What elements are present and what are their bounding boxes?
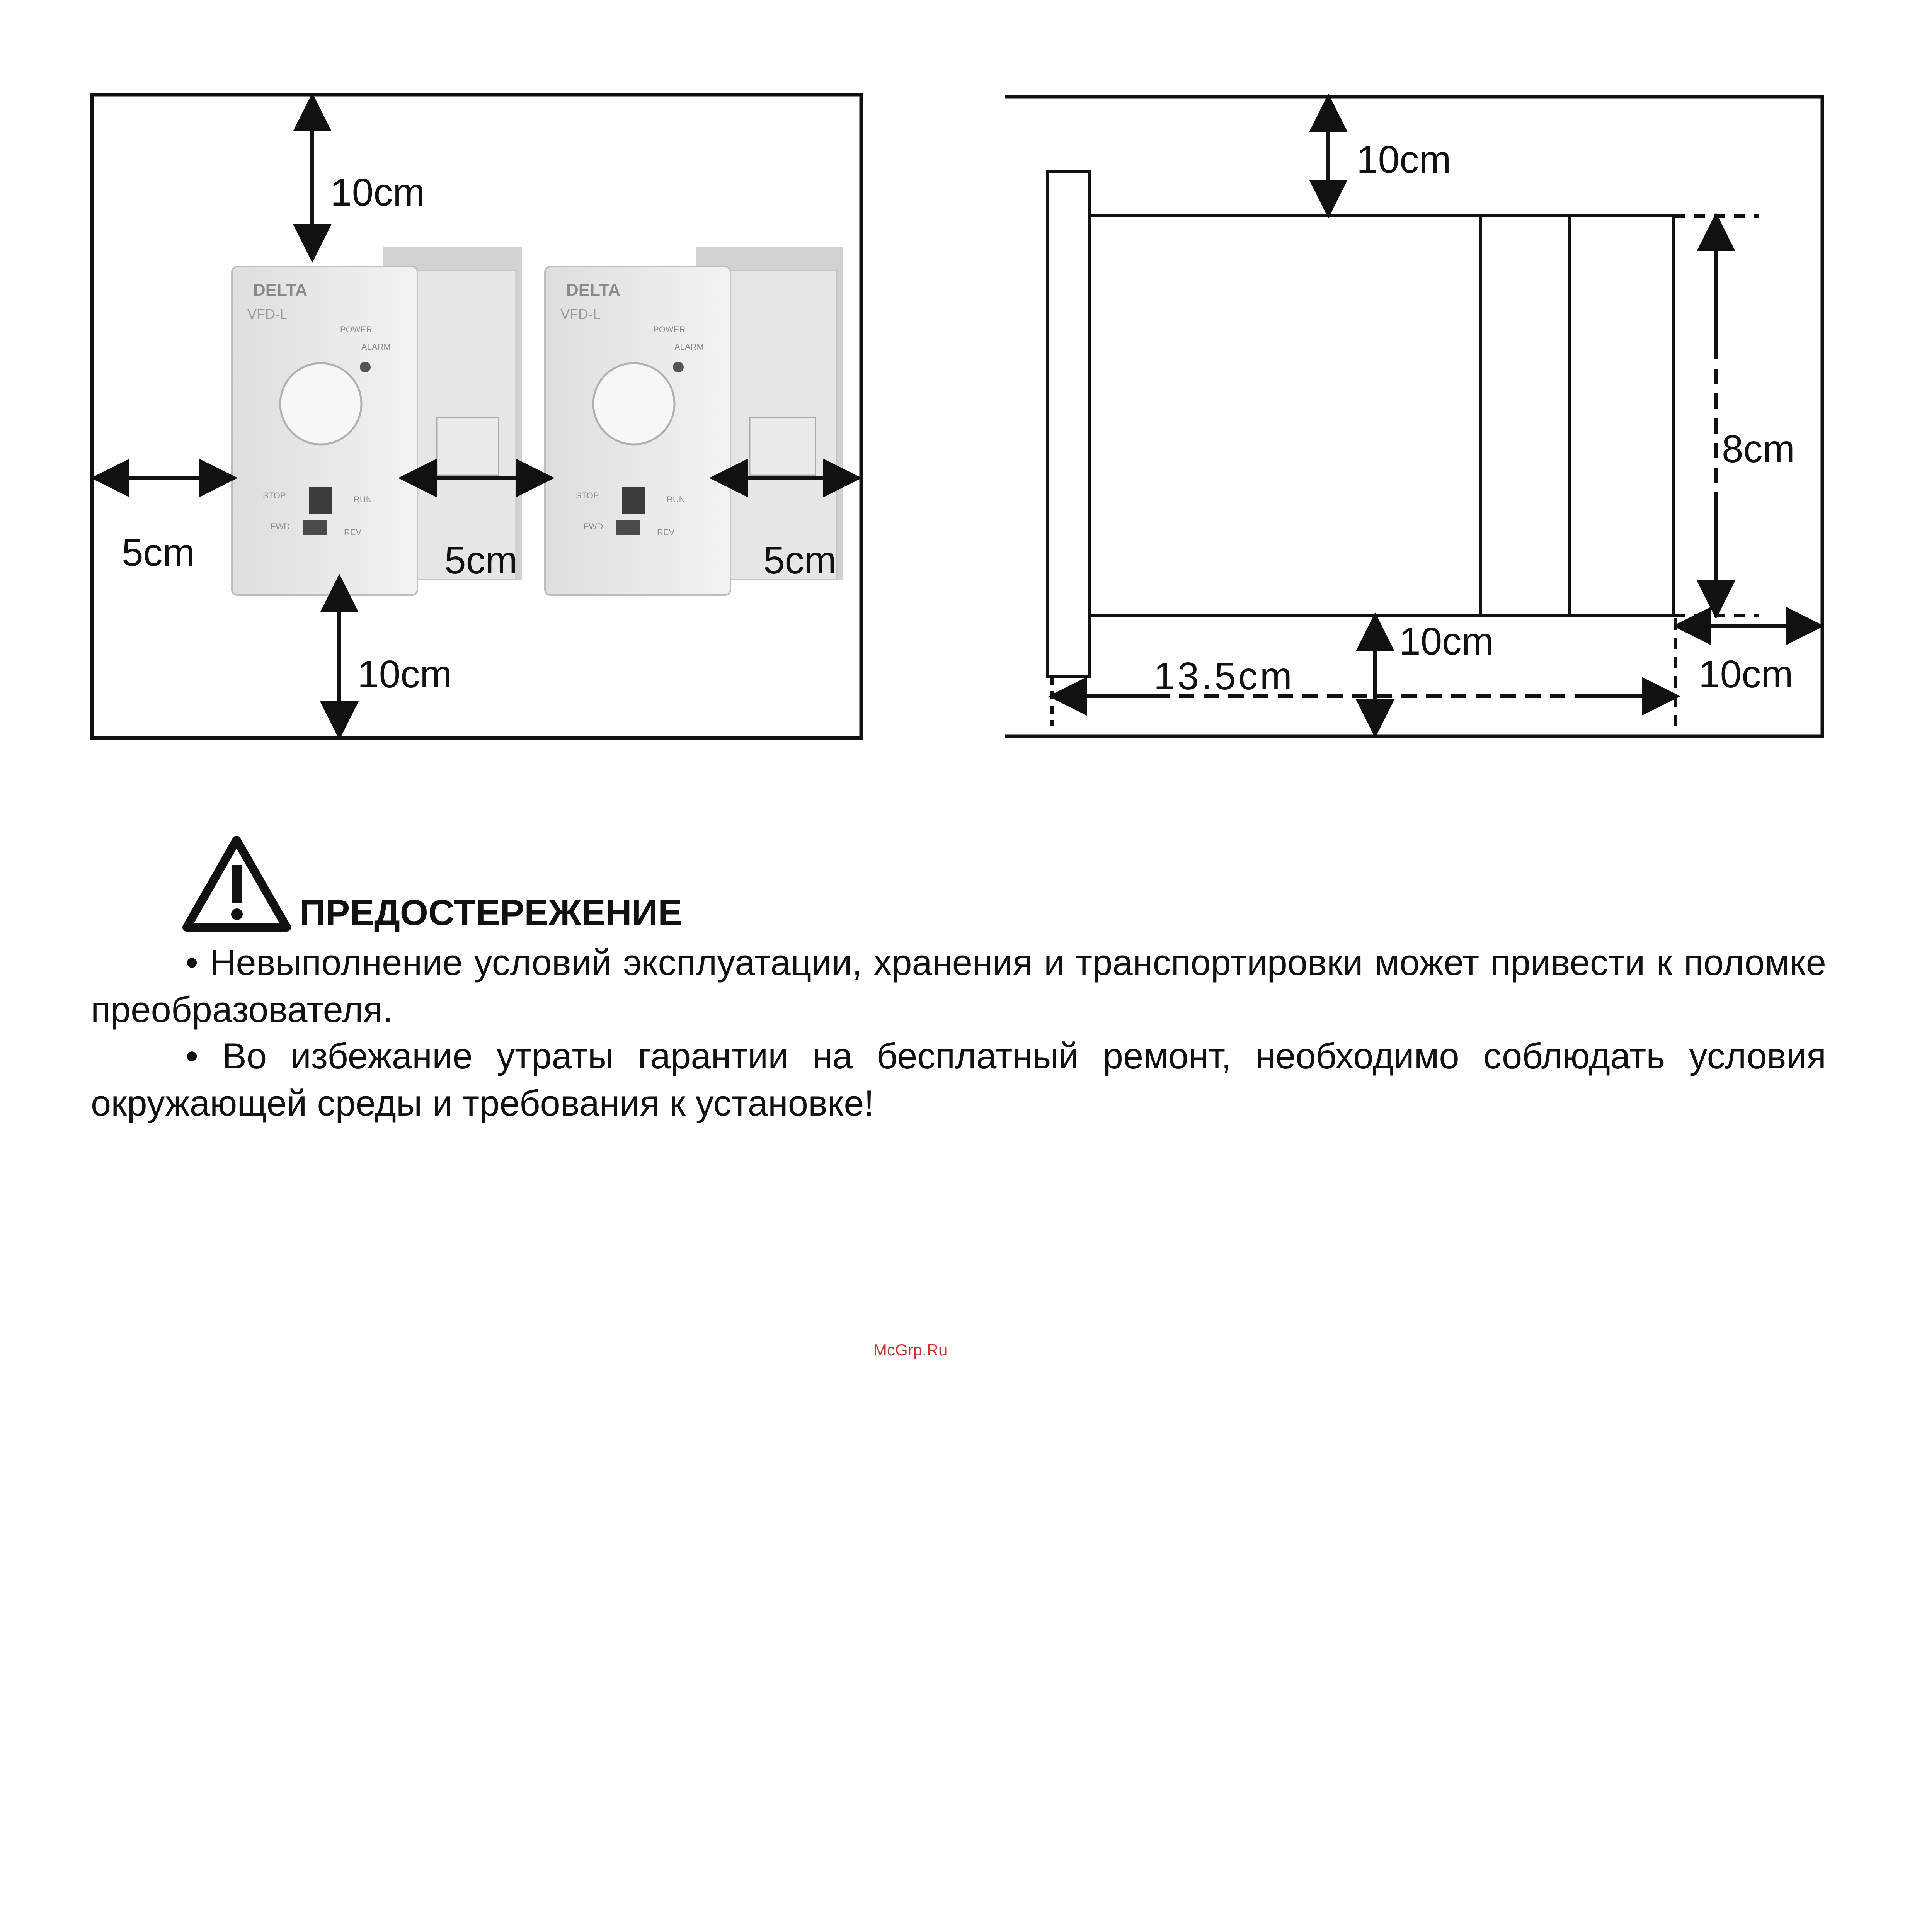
- device-1-model: VFD-L: [247, 306, 288, 322]
- device-2-brand: DELTA: [566, 281, 621, 299]
- device-2-run-label: RUN: [667, 495, 685, 504]
- side-right-clearance-label: 10cm: [1699, 653, 1793, 696]
- drive-side-body: [1090, 216, 1480, 616]
- device-1-power-label: POWER: [340, 325, 373, 334]
- side-bottom-clearance-label: 10cm: [1399, 620, 1494, 663]
- device-1-run-label: RUN: [354, 495, 372, 504]
- device-2-rev-label: REV: [657, 527, 675, 537]
- front-bottom-clearance-label: 10cm: [358, 653, 452, 696]
- device-2-power-label: POWER: [653, 325, 686, 334]
- mounting-panel: [1047, 172, 1090, 676]
- device-1-alarm-label: ALARM: [361, 342, 391, 352]
- side-depth-label: 13.5cm: [1154, 655, 1294, 698]
- front-top-clearance-label: 10cm: [330, 171, 425, 214]
- device-2-model: VFD-L: [560, 306, 601, 322]
- device-2-fwd-label: FWD: [584, 522, 603, 531]
- device-1-rev-label: REV: [344, 527, 362, 537]
- device-1-fwd-label: FWD: [271, 522, 290, 531]
- warning-bullet-1-text: Невыполнение условий эксплуатации, хранения и транспортировки может привести к поломке преобразователя.: [91, 942, 1826, 1030]
- front-right-clearance-label: 5cm: [763, 539, 836, 582]
- bullet-marker-2: •: [186, 1036, 223, 1076]
- device-2-stop-label: STOP: [576, 491, 599, 500]
- warning-triangle-icon: [182, 835, 292, 933]
- warning-title: ПРЕДОСТЕРЕЖЕНИЕ: [300, 892, 682, 933]
- device-2-alarm-label: ALARM: [674, 342, 704, 352]
- front-clearance-figure: [0, 0, 889, 753]
- warning-bullet-2: [91, 1032, 1826, 1127]
- front-middle-clearance-label: 5cm: [444, 539, 518, 582]
- front-left-clearance-label: 5cm: [122, 531, 195, 574]
- device-1-brand: DELTA: [253, 281, 308, 299]
- side-top-clearance-label: 10cm: [1357, 138, 1451, 181]
- side-height-label: 8cm: [1722, 427, 1795, 471]
- watermark: McGrp.Ru: [873, 1341, 948, 1359]
- device-1-stop-label: STOP: [263, 491, 286, 500]
- warning-bullet-2-text: Во избежание утраты гарантии на бесплатный ремонт, необходимо соблюдать условия окружающей среды и требования к установке!: [91, 1036, 1826, 1123]
- warning-bullet-1: [91, 939, 1826, 1033]
- bullet-marker-1: •: [186, 942, 210, 983]
